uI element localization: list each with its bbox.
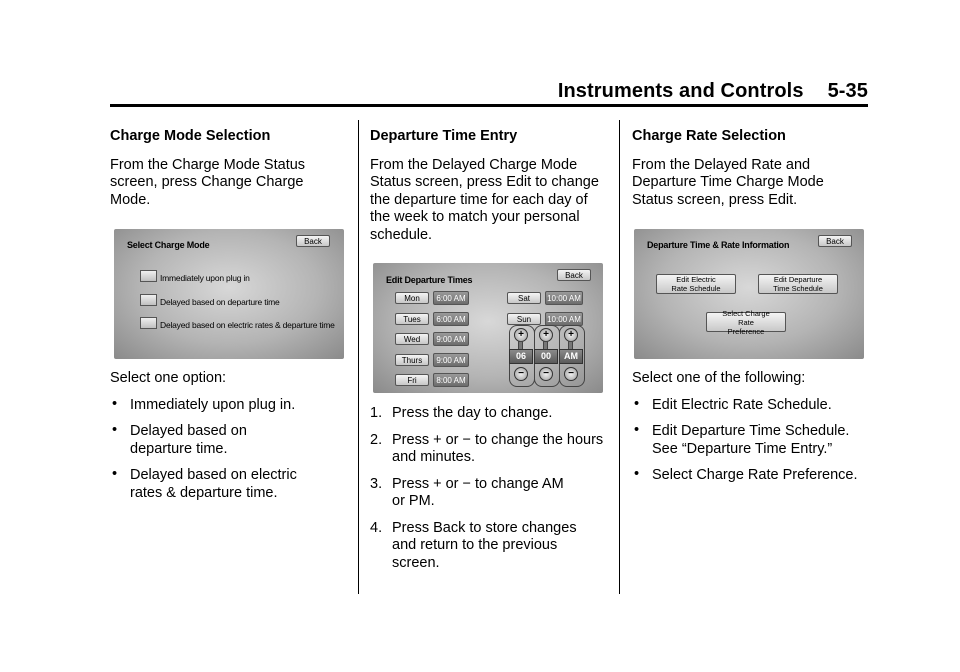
back-button[interactable]: Back <box>818 235 852 247</box>
day-button-sun[interactable]: Sun <box>507 313 541 325</box>
column-charge-rate <box>632 128 867 494</box>
ampm-minus-button[interactable]: − <box>564 367 578 381</box>
page-number: 5-35 <box>827 80 868 102</box>
day-button-thurs[interactable]: Thurs <box>395 354 429 366</box>
departure-time-intro: From the Delayed Charge Mode Status screen, press Edit to change the departure time for each day of the week to match your personal schedule. <box>370 156 599 243</box>
time-sat: 10:00 AM <box>545 291 583 305</box>
minute-value: 00 <box>534 349 558 364</box>
section-title: Instruments and Controls <box>557 80 804 102</box>
column-divider-1 <box>358 120 359 594</box>
back-button[interactable]: Back <box>557 269 591 281</box>
charge-mode-options-list <box>110 397 345 503</box>
step-number: 3. <box>370 475 383 492</box>
list-item <box>370 476 567 511</box>
ampm-plus-button[interactable]: + <box>564 328 578 342</box>
select-prompt: Select one option: <box>110 370 227 386</box>
hour-minus-button[interactable]: − <box>514 367 528 381</box>
bullet: • <box>634 395 640 412</box>
hour-plus-button[interactable]: + <box>514 328 528 342</box>
bullet-text: Delayed based on electric rates & departure time. <box>130 467 297 501</box>
charge-rate-intro: From the Delayed Rate and Departure Time Charge Mode Status screen, press Edit. <box>632 156 824 208</box>
column-departure-time <box>370 128 605 581</box>
option-label-1: Immediately upon plug in <box>160 273 250 283</box>
step-text: Press + or − to change AM or PM. <box>392 475 564 509</box>
step-number: 4. <box>370 519 383 536</box>
day-button-tues[interactable]: Tues <box>395 313 429 325</box>
bullet-text: Select Charge Rate Preference. <box>652 467 858 483</box>
column-divider-2 <box>619 120 620 594</box>
charge-rate-options-list <box>632 397 867 485</box>
edit-electric-rate-schedule-button[interactable]: Edit Electric Rate Schedule <box>656 274 736 294</box>
departure-time-heading: Departure Time Entry <box>370 128 518 144</box>
header-rule <box>110 104 868 107</box>
list-item <box>632 423 867 458</box>
bullet-text: Edit Departure Time Schedule. See “Departure Time Entry.” <box>652 423 850 457</box>
step-number: 2. <box>370 431 383 448</box>
column-charge-mode <box>110 128 345 511</box>
step-text: Press Back to store changes and return to the previous screen. <box>392 519 577 571</box>
step-text: Press the day to change. <box>392 405 553 421</box>
charge-mode-heading: Charge Mode Selection <box>110 128 271 144</box>
bullet: • <box>634 422 640 438</box>
list-item <box>632 467 867 485</box>
list-item <box>110 467 330 502</box>
edit-departure-times-screen <box>373 263 603 393</box>
back-button[interactable]: Back <box>296 235 330 247</box>
list-item <box>632 397 867 415</box>
bullet-text: Edit Electric Rate Schedule. <box>652 396 832 413</box>
list-item <box>370 405 605 423</box>
time-wed: 9:00 AM <box>433 332 469 346</box>
list-item <box>110 423 280 458</box>
option-label-3: Delayed based on electric rates & departure time <box>160 320 335 330</box>
list-item <box>370 432 605 467</box>
select-charge-rate-preference-button[interactable]: Select Charge Rate Preference <box>706 312 786 332</box>
edit-departure-time-schedule-button[interactable]: Edit Departure Time Schedule <box>758 274 838 294</box>
departure-steps-list <box>370 405 605 572</box>
minute-plus-button[interactable]: + <box>539 328 553 342</box>
bullet-text: Immediately upon plug in. <box>130 396 296 413</box>
select-prompt: Select one of the following: <box>632 370 806 386</box>
list-item <box>370 520 592 573</box>
minute-minus-button[interactable]: − <box>539 367 553 381</box>
step-text: Press + or − to change the hours and minutes. <box>392 431 604 465</box>
departure-rate-info-screen <box>634 229 864 359</box>
option-checkbox-1[interactable] <box>140 270 157 282</box>
day-button-mon[interactable]: Mon <box>395 292 429 304</box>
ampm-value: AM <box>559 349 583 364</box>
day-button-sat[interactable]: Sat <box>507 292 541 304</box>
bullet: • <box>112 395 118 412</box>
hour-value: 06 <box>509 349 533 364</box>
charge-rate-heading: Charge Rate Selection <box>632 128 786 144</box>
page-header <box>558 80 868 103</box>
option-checkbox-2[interactable] <box>140 294 157 306</box>
day-button-wed[interactable]: Wed <box>395 333 429 345</box>
bullet: • <box>112 466 118 482</box>
screen-title: Departure Time & Rate Information <box>647 240 790 250</box>
time-sun: 10:00 AM <box>545 312 583 326</box>
list-item <box>110 397 345 415</box>
time-fri: 8:00 AM <box>433 373 469 387</box>
bullet-text: Delayed based on departure time. <box>130 423 247 457</box>
charge-mode-intro: From the Charge Mode Status screen, press Change Charge Mode. <box>110 156 306 208</box>
screen-title: Select Charge Mode <box>127 240 210 250</box>
time-tues: 6:00 AM <box>433 312 469 326</box>
day-button-fri[interactable]: Fri <box>395 374 429 386</box>
screen-title: Edit Departure Times <box>386 275 473 285</box>
time-thurs: 9:00 AM <box>433 353 469 367</box>
option-label-2: Delayed based on departure time <box>160 297 280 307</box>
time-mon: 6:00 AM <box>433 291 469 305</box>
bullet: • <box>634 466 640 482</box>
step-number: 1. <box>370 405 383 421</box>
select-charge-mode-screen <box>114 229 344 359</box>
option-checkbox-3[interactable] <box>140 317 157 329</box>
bullet: • <box>112 422 118 438</box>
